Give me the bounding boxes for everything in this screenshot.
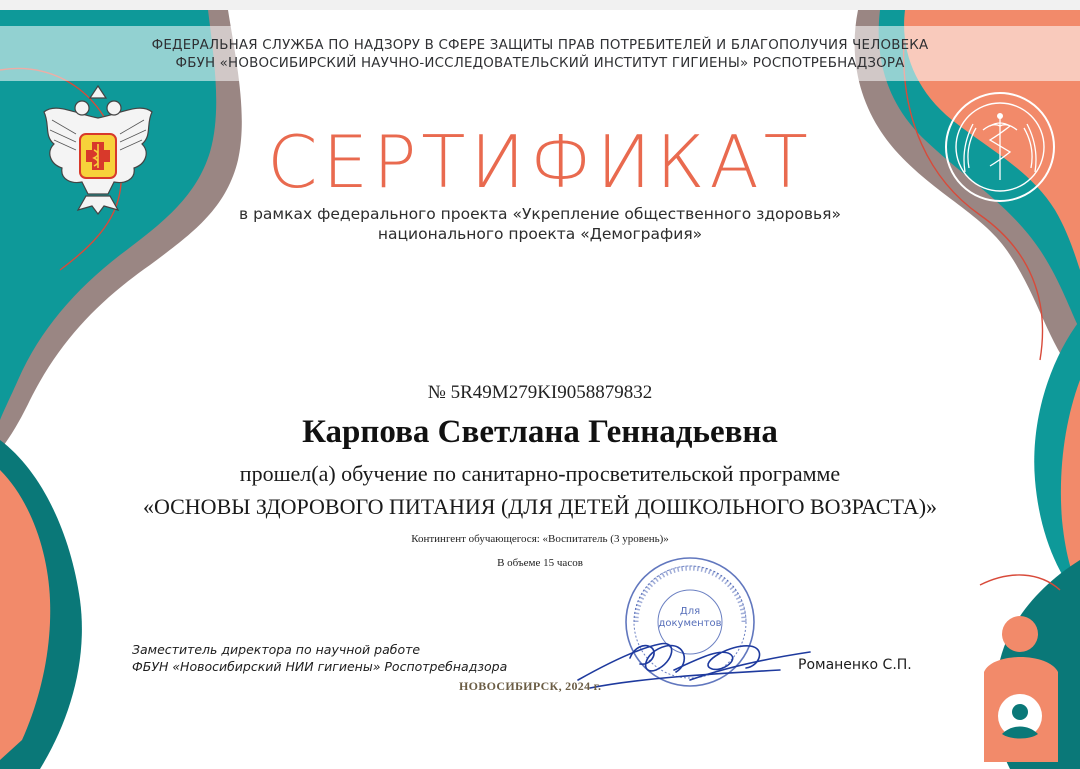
agency-name: ФЕДЕРАЛЬНАЯ СЛУЖБА ПО НАДЗОРУ В СФЕРЕ ЗАЩИТЫ ПРАВ ПОТРЕБИТЕЛЕЙ И БЛАГОПОЛУЧИЯ ЧЕЛОВЕКА <box>151 38 929 53</box>
header-band <box>0 26 1080 81</box>
certificate-number: № 5R49M279KI9058879832 <box>427 382 653 403</box>
certificate-title: СЕРТИФИКАТ <box>267 120 813 204</box>
city-year: НОВОСИБИРСК, 2024 г. <box>459 679 602 693</box>
handwritten-signature <box>570 618 820 698</box>
project-subtitle: в рамках федерального проекта «Укрепление общественного здоровья» <box>239 205 841 223</box>
organization-logo-icon <box>982 612 1062 762</box>
stamp-text-line2: документов <box>658 618 722 629</box>
stamp-text-line1: Для <box>679 606 701 617</box>
signer-organization: ФБУН «Новосибирский НИИ гигиены» Роспотребнадзора <box>132 659 508 674</box>
recipient-name: Карпова Светлана Геннадьевна <box>302 414 778 450</box>
signer-name: Романенко С.П. <box>798 657 912 673</box>
national-project-subtitle: национального проекта «Демография» <box>377 225 703 243</box>
completion-text: прошел(а) обучение по санитарно-просветительской программе <box>239 461 841 486</box>
contingent-text: Контингент обучающегося: «Воспитатель (3 уровень)» <box>411 533 669 545</box>
institute-name: ФБУН «НОВОСИБИРСКИЙ НАУЧНО-ИССЛЕДОВАТЕЛЬСКИЙ ИНСТИТУТ ГИГИЕНЫ» РОСПОТРЕБНАДЗОРА <box>175 56 905 71</box>
hours-text: В объеме 15 часов <box>497 557 583 569</box>
signer-position: Заместитель директора по научной работе <box>132 642 421 657</box>
program-title: «ОСНОВЫ ЗДОРОВОГО ПИТАНИЯ (ДЛЯ ДЕТЕЙ ДОШКОЛЬНОГО ВОЗРАСТА)» <box>142 494 938 519</box>
